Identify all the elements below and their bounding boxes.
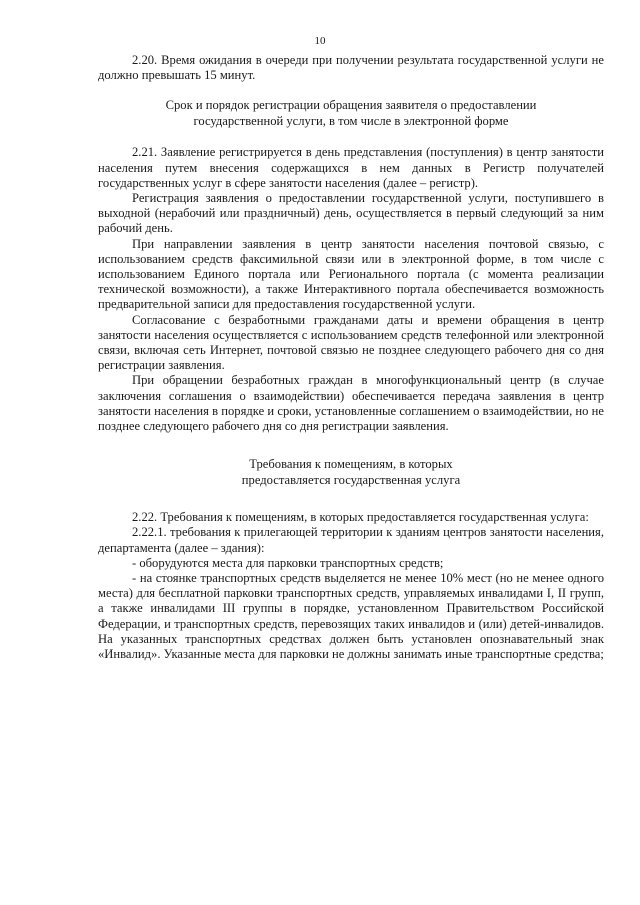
section-title-line: Срок и порядок регистрации обращения заявителя о предоставлении	[165, 98, 537, 113]
paragraph-2-20: 2.20. Время ожидания в очереди при получении результата государственной услуги не должно превышать 15 минут.	[98, 53, 604, 83]
section-title-line: государственной услуги, в том числе в электронной форме	[193, 114, 509, 129]
paragraph-2-21: 2.21. Заявление регистрируется в день представления (поступления) в центр занятости населения путем внесения содержащихся в нем данных в Регистр получателей государственных услуг в сфере занятости населения (далее – регистр).	[98, 145, 604, 190]
paragraph: При обращении безработных граждан в многофункциональный центр (в случае заключения соглашения о взаимодействии) обеспечивается передача заявления в центр занятости населения в порядке и сроки, установленные соглашением о взаимодействии, но не позднее следующего рабочего дня со дня регистрации заявления.	[98, 373, 604, 434]
section-title-registration	[98, 97, 604, 129]
list-item: - на стоянке транспортных средств выделяется не менее 10% мест (но не менее одного места) для бесплатной парковки транспортных средств, управляемых инвалидами I, II групп, а также инвалидами III группы в порядке, установленном Правительством Российской Федерации, и транспортных средств, перевозящих таких инвалидов и (или) детей-инвалидов. На указанных транспортных средствах должен быть установлен опознавательный знак «Инвалид». Указанные места для парковки не должны занимать иные транспортные средства;	[98, 571, 604, 662]
section-title-premises	[98, 456, 604, 488]
paragraph: Регистрация заявления о предоставлении государственной услуги, поступившего в выходной (нерабочий или праздничный) день, осуществляется в первый следующий за ним рабочий день.	[98, 191, 604, 236]
list-item: - оборудуются места для парковки транспортных средств;	[132, 555, 444, 570]
paragraph-2-22-1: 2.22.1. требования к прилегающей территории к зданиям центров занятости населения, департамента (далее – здания):	[98, 525, 604, 555]
section-title-line: предоставляется государственная услуга	[241, 473, 461, 488]
section-title-line: Требования к помещениям, в которых	[249, 457, 453, 472]
document-body	[98, 53, 604, 662]
paragraph: Согласование с безработными гражданами даты и времени обращения в центр занятости населения осуществляется с использованием средств телефонной или электронной связи, включая сеть Интернет, почтовой связью не позднее следующего рабочего дня со дня регистрации заявления.	[98, 312, 604, 373]
paragraph: При направлении заявления в центр занятости населения почтовой связью, с использованием средств факсимильной связи или в электронной форме, в том числе с использованием Единого портала или Регионального портала (с момента реализации технической возможности), а также Интерактивного портала обеспечивается возможность предварительной записи для предоставления государственной услуги.	[98, 236, 604, 312]
page-number: 10	[314, 35, 326, 47]
paragraph-2-22: 2.22. Требования к помещениям, в которых предоставляется государственная услуга:	[132, 510, 589, 525]
